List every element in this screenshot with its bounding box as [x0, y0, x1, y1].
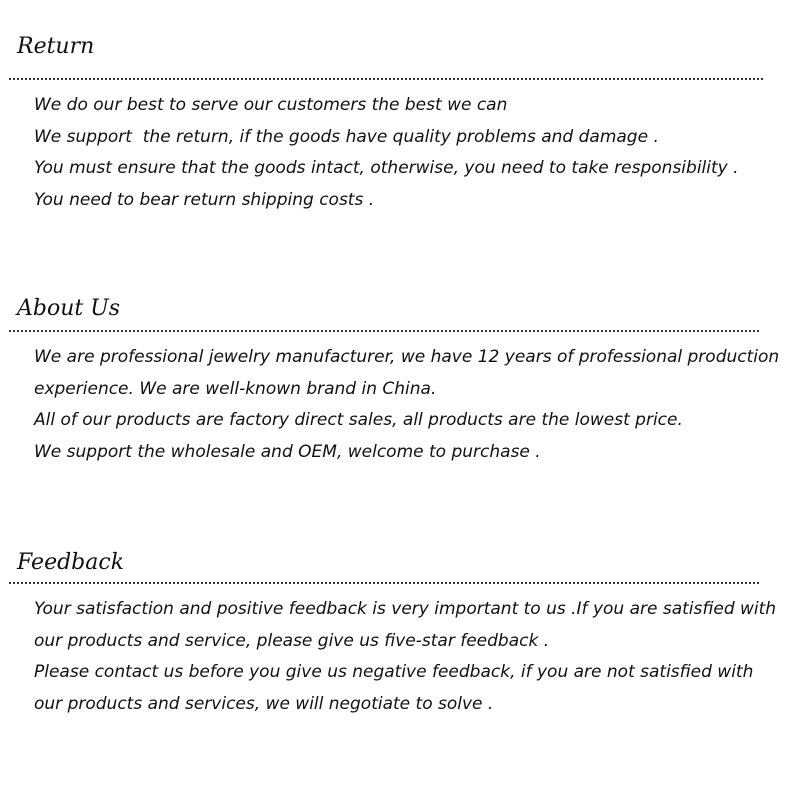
return-line: You need to bear return shipping costs . [34, 190, 375, 211]
feedback-line: Please contact us before you give us negative feedback, if you are not satisfied with [34, 662, 754, 683]
about-us-divider [9, 330, 759, 332]
return-line: You must ensure that the goods intact, otherwise, you need to take responsibility . [34, 158, 739, 179]
feedback-line: Your satisfaction and positive feedback is very important to us .If you are satisfied with [34, 599, 777, 619]
return-text [34, 90, 774, 217]
return-line: We do our best to serve our customers the best we can [34, 95, 508, 115]
feedback-line: our products and service, please give us five-star feedback . [34, 630, 550, 651]
feedback-title: Feedback [17, 550, 125, 575]
return-title: Return [17, 34, 95, 59]
feedback-line: our products and services, we will negotiate to solve . [34, 694, 494, 715]
feedback-text [34, 594, 777, 721]
feedback-divider [9, 582, 759, 584]
about-us-line: We support the wholesale and OEM, welcome to purchase . [34, 442, 541, 463]
about-us-title: About Us [17, 296, 121, 321]
about-us-line: All of our products are factory direct sales, all products are the lowest price. [34, 410, 683, 431]
return-divider [9, 78, 763, 80]
about-us-line: experience. We are well-known brand in China. [34, 378, 437, 399]
about-us-text [34, 342, 780, 469]
about-us-line: We are professional jewelry manufacturer, we have 12 years of professional production [34, 347, 780, 367]
return-line: We support the return, if the goods have quality problems and damage . [34, 126, 659, 147]
